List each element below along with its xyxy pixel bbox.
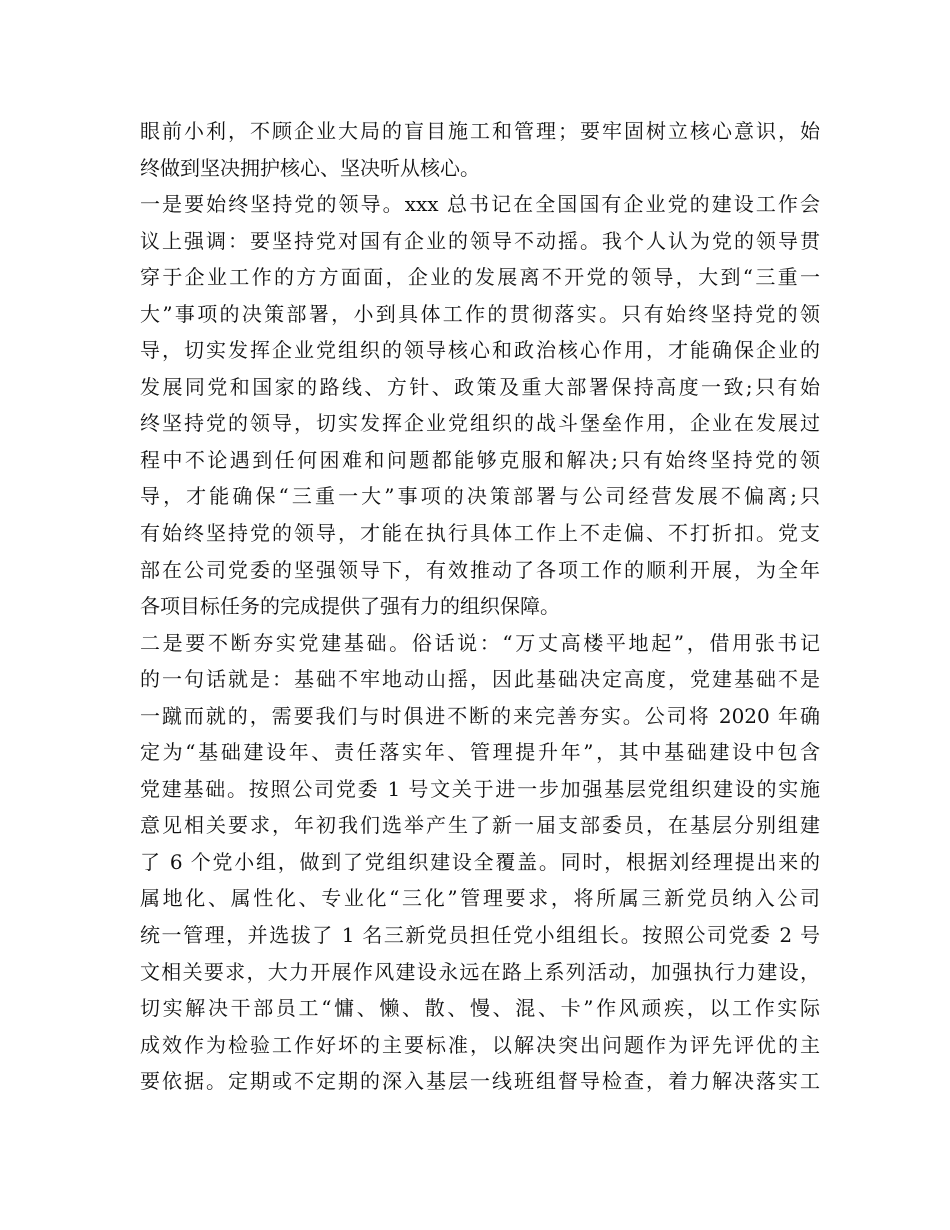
text-line: 导，才能确保“三重一大”事项的决策部署与公司经营发展不偏离;只 [140,484,820,509]
text-line: 程中不论遇到任何困难和问题都能够克服和解决;只有始终坚持党的领 [140,447,820,472]
text-line: 部在公司党委的坚强领导下，有效推动了各项工作的顺利开展，为全年 [140,557,820,582]
text-line: 切实解决干部员工“慵、懒、散、慢、混、卡”作风顽疾，以工作实际 [140,996,820,1021]
text-line: 穿于企业工作的方方面面，企业的发展离不开党的领导，大到“三重一 [140,265,820,290]
text-line: 的一句话就是：基础不牢地动山摇，因此基础决定高度，党建基础不是 [140,667,820,692]
text-line: 文相关要求，大力开展作风建设永远在路上系列活动，加强执行力建设， [140,959,820,984]
text-line: 统一管理，并选拔了 1 名三新党员担任党小组组长。按照公司党委 2 号 [140,923,820,948]
text-line: 议上强调：要坚持党对国有企业的领导不动摇。我个人认为党的领导贯 [140,228,820,253]
text-line: 大”事项的决策部署，小到具体工作的贯彻落实。只有始终坚持党的领 [140,301,820,326]
text-line: 要依据。定期或不定期的深入基层一线班组督导检查，着力解决落实工 [140,1069,820,1094]
text-line: 定为“基础建设年、责任落实年、管理提升年”，其中基础建设中包含 [140,740,820,765]
text-line: 一蹴而就的，需要我们与时俱进不断的来完善夯实。公司将 2020 年确 [140,703,820,728]
body-text [140,113,820,1100]
text-line: 终做到坚决拥护核心、坚决听从核心。 [140,155,480,180]
text-line: 了 6 个党小组，做到了党组织建设全覆盖。同时，根据刘经理提出来的 [140,849,820,874]
text-line: 成效作为检验工作好坏的主要标准，以解决突出问题作为评先评优的主 [140,1032,820,1057]
text-line: 终坚持党的领导，切实发挥企业党组织的战斗堡垒作用，企业在发展过 [140,411,820,436]
text-line: 二是要不断夯实党建基础。俗话说：“万丈高楼平地起”，借用张书记 [140,630,820,655]
text-line: 一是要始终坚持党的领导。xxx 总书记在全国国有企业党的建设工作会 [140,192,820,217]
text-line: 导，切实发挥企业党组织的领导核心和政治核心作用，才能确保企业的 [140,338,820,363]
text-line: 发展同党和国家的路线、方针、政策及重大部署保持高度一致;只有始 [140,374,820,399]
text-line: 各项目标任务的完成提供了强有力的组织保障。 [140,594,560,619]
text-line: 属地化、属性化、专业化“三化”管理要求，将所属三新党员纳入公司 [140,886,820,911]
text-line: 有始终坚持党的领导，才能在执行具体工作上不走偏、不打折扣。党支 [140,521,820,546]
text-line: 党建基础。按照公司党委 1 号文关于进一步加强基层党组织建设的实施 [140,776,820,801]
text-line: 意见相关要求，年初我们选举产生了新一届支部委员，在基层分别组建 [140,813,820,838]
text-line: 眼前小利，不顾企业大局的盲目施工和管理；要牢固树立核心意识，始 [140,119,820,143]
